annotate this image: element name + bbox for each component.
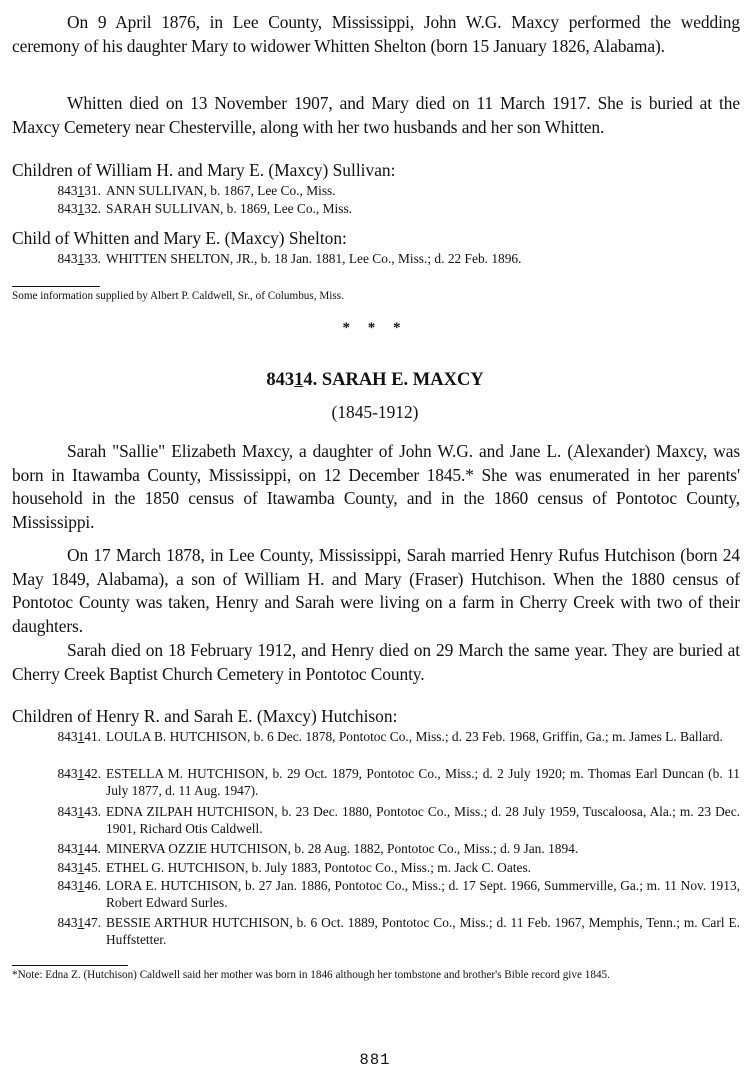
entry-number: 843141. xyxy=(57,729,101,744)
entry-number: 843147. xyxy=(57,915,101,930)
entry-number: 843143. xyxy=(57,804,101,819)
entry-text: LOULA B. HUTCHISON, b. 6 Dec. 1878, Pontotoc Co., Miss.; d. 23 Feb. 1968, Griffin, Ga.; m. James L. Ballard. xyxy=(106,729,723,744)
entry-number: 843131. xyxy=(57,183,101,198)
source-note: Some information supplied by Albert P. Caldwell, Sr., of Columbus, Miss. xyxy=(12,290,344,302)
entry-text: ETHEL G. HUTCHISON, b. July 1883, Pontotoc Co., Miss.; m. Jack C. Oates. xyxy=(106,860,532,875)
section-separator: * * * xyxy=(342,320,408,336)
entry-number: 843146. xyxy=(57,878,101,893)
page-number: 881 xyxy=(359,1051,391,1069)
paragraph-marriage: On 17 March 1878, in Lee County, Mississippi, Sarah married Henry Rufus Hutchison (born 24 May 1849, Alabama), a son of William H. and Mary (Fraser) Hutchison. When the 1880 census of Pontotoc County was taken, Henry and Sarah were living on a farm in Cherry Creek with two of their daughters. xyxy=(12,545,740,636)
entry-number: 843145. xyxy=(57,860,101,875)
entry-text: ESTELLA M. HUTCHISON, b. 29 Oct. 1879, Pontotoc Co., Miss.; d. 2 July 1920; m. Thomas Earl Duncan (b. 11 July 1877, d. 11 Aug. 1947). xyxy=(106,766,740,799)
section-title: 84314. SARAH E. MAXCY xyxy=(266,370,484,390)
entry-number: 843132. xyxy=(57,201,101,216)
entry-number: 843144. xyxy=(57,841,101,856)
entry-text: EDNA ZILPAH HUTCHISON, b. 23 Dec. 1880, Pontotoc Co., Miss.; d. 28 July 1959, Tuscaloosa, Ala.; m. 23 Dec. 1901, Richard Otis Caldwell. xyxy=(106,804,740,837)
entry-text: WHITTEN SHELTON, JR., b. 18 Jan. 1881, Lee Co., Miss.; d. 22 Feb. 1896. xyxy=(106,251,522,266)
paragraph-deaths-hutchison: Sarah died on 18 February 1912, and Henry died on 29 March the same year. They are buried at Cherry Creek Baptist Church Cemetery in Pontotoc County. xyxy=(12,640,740,684)
entry-text: SARAH SULLIVAN, b. 1869, Lee Co., Miss. xyxy=(106,201,352,216)
entry-text: LORA E. HUTCHISON, b. 27 Jan. 1886, Pontotoc Co., Miss.; d. 17 Sept. 1966, Summerville, Ga.; m. 11 Nov. 1913, Robert Edward Surles. xyxy=(106,878,740,911)
footnote: *Note: Edna Z. (Hutchison) Caldwell said her mother was born in 1846 although her tombstone and brother's Bible record give 1845. xyxy=(12,969,610,981)
entry-text: MINERVA OZZIE HUTCHISON, b. 28 Aug. 1882, Pontotoc Co., Miss.; d. 9 Jan. 1894. xyxy=(106,841,579,856)
heading-hutchison-children: Children of Henry R. and Sarah E. (Maxcy) Hutchison: xyxy=(12,706,398,726)
footnote-rule xyxy=(12,965,128,966)
entry-text: ANN SULLIVAN, b. 1867, Lee Co., Miss. xyxy=(106,183,336,198)
section-dates: (1845-1912) xyxy=(331,402,419,422)
entry-text: BESSIE ARTHUR HUTCHISON, b. 6 Oct. 1889, Pontotoc Co., Miss.; d. 11 Feb. 1967, Memphis, Tenn.; m. Carl E. Huffstetter. xyxy=(106,915,740,948)
source-note-rule xyxy=(12,286,100,287)
heading-sullivan-children: Children of William H. and Mary E. (Maxcy) Sullivan: xyxy=(12,160,396,180)
entry-number: 843142. xyxy=(57,766,101,781)
paragraph-deaths-shelton: Whitten died on 13 November 1907, and Mary died on 11 March 1917. She is buried at the Maxcy Cemetery near Chesterville, along with her two husbands and her son Whitten. xyxy=(12,93,740,137)
heading-shelton-child: Child of Whitten and Mary E. (Maxcy) Shelton: xyxy=(12,228,347,248)
paragraph-birth: Sarah "Sallie" Elizabeth Maxcy, a daughter of John W.G. and Jane L. (Alexander) Maxcy, was born in Itawamba County, Mississippi, on 12 December 1845.* She was enumerated in her parents' household in the 1850 census of Itawamba County, and in the 1860 census of Pontotoc County, Mississippi. xyxy=(12,441,740,532)
paragraph-wedding: On 9 April 1876, in Lee County, Mississippi, John W.G. Maxcy performed the wedding ceremony of his daughter Mary to widower Whitten Shelton (born 15 January 1826, Alabama). xyxy=(12,12,740,56)
entry-number: 843133. xyxy=(57,251,101,266)
